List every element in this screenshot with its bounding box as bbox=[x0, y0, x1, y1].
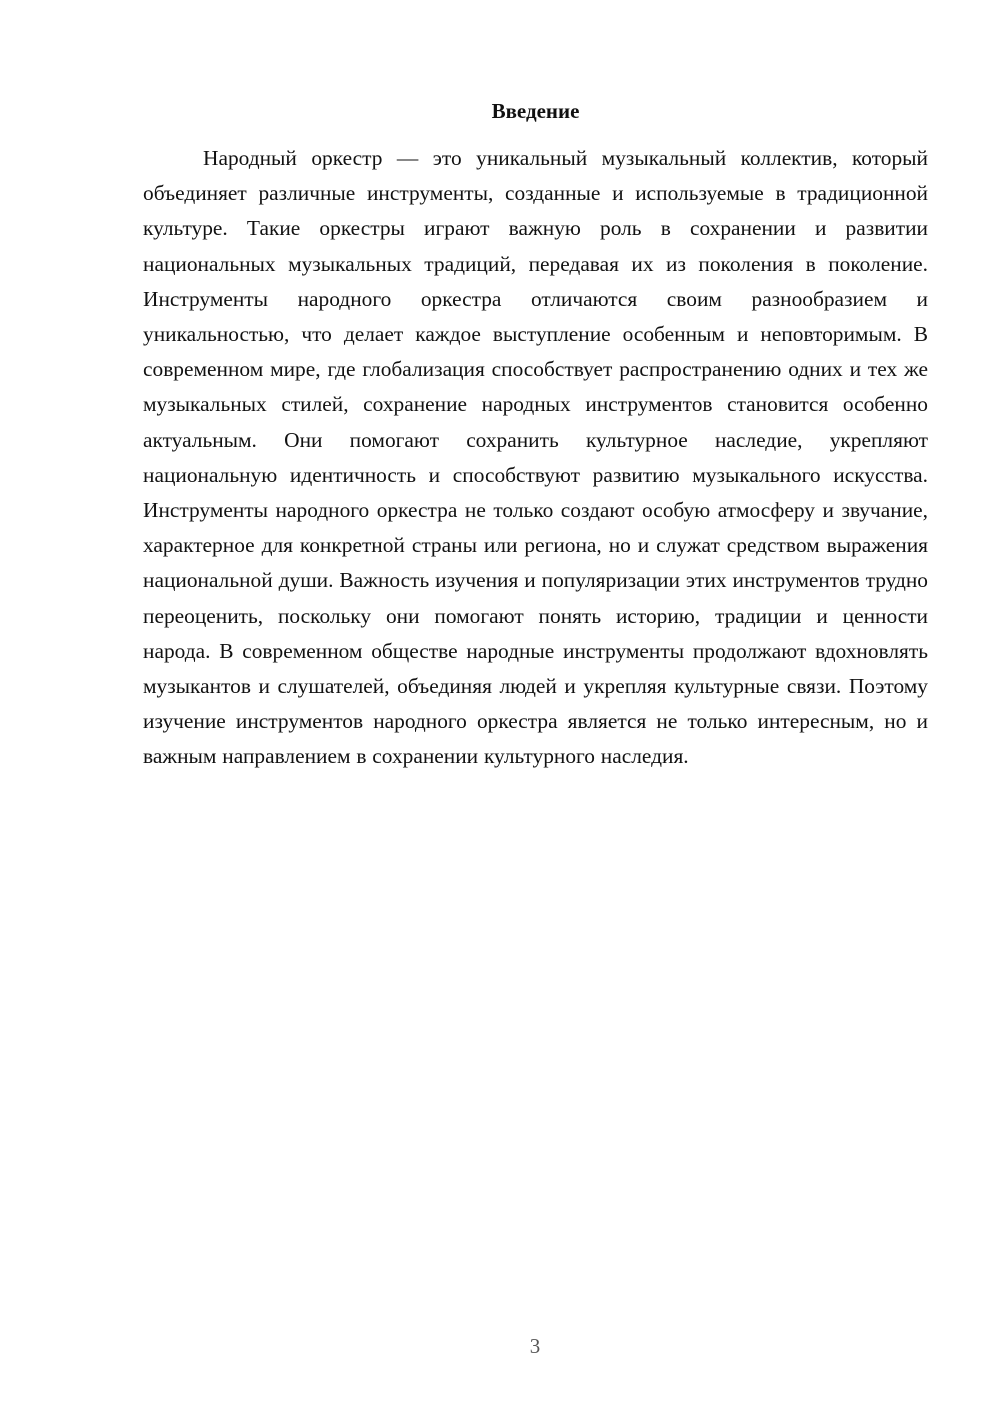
page-number: 3 bbox=[529, 1334, 541, 1358]
section-heading: Введение bbox=[491, 99, 580, 123]
introduction-paragraph: Народный оркестр — это уникальный музыкальный коллектив, который объединяет различные инструменты, созданные и используемые в традиционной культуре. Такие оркестры играют важную роль в сохранении и развитии национальных музыкальных традиций, передавая их из поколения в поколение. Инструменты народного оркестра отличаются своим разнообразием и уникальностью, что делает каждое выступление особенным и неповторимым. В современном мире, где глобализация способствует распространению одних и тех же музыкальных стилей, сохранение народных инструментов становится особенно актуальным. Они помогают сохранить культурное наследие, укрепляют национальную идентичность и способствуют развитию музыкального искусства. Инструменты народного оркестра не только создают особую атмосферу и звучание, характерное для конкретной страны или региона, но и служат средством выражения национальной души. Важность изучения и популяризации этих инструментов трудно переоценить, поскольку они помогают понять историю, традиции и ценности народа. В современном обществе народные инструменты продолжают вдохновлять музыкантов и слушателей, объединяя людей и укрепляя культурные связи. Поэтому изучение инструментов народного оркестра является не только интересным, но и важным направлением в сохранении культурного наследия. bbox=[143, 146, 928, 769]
